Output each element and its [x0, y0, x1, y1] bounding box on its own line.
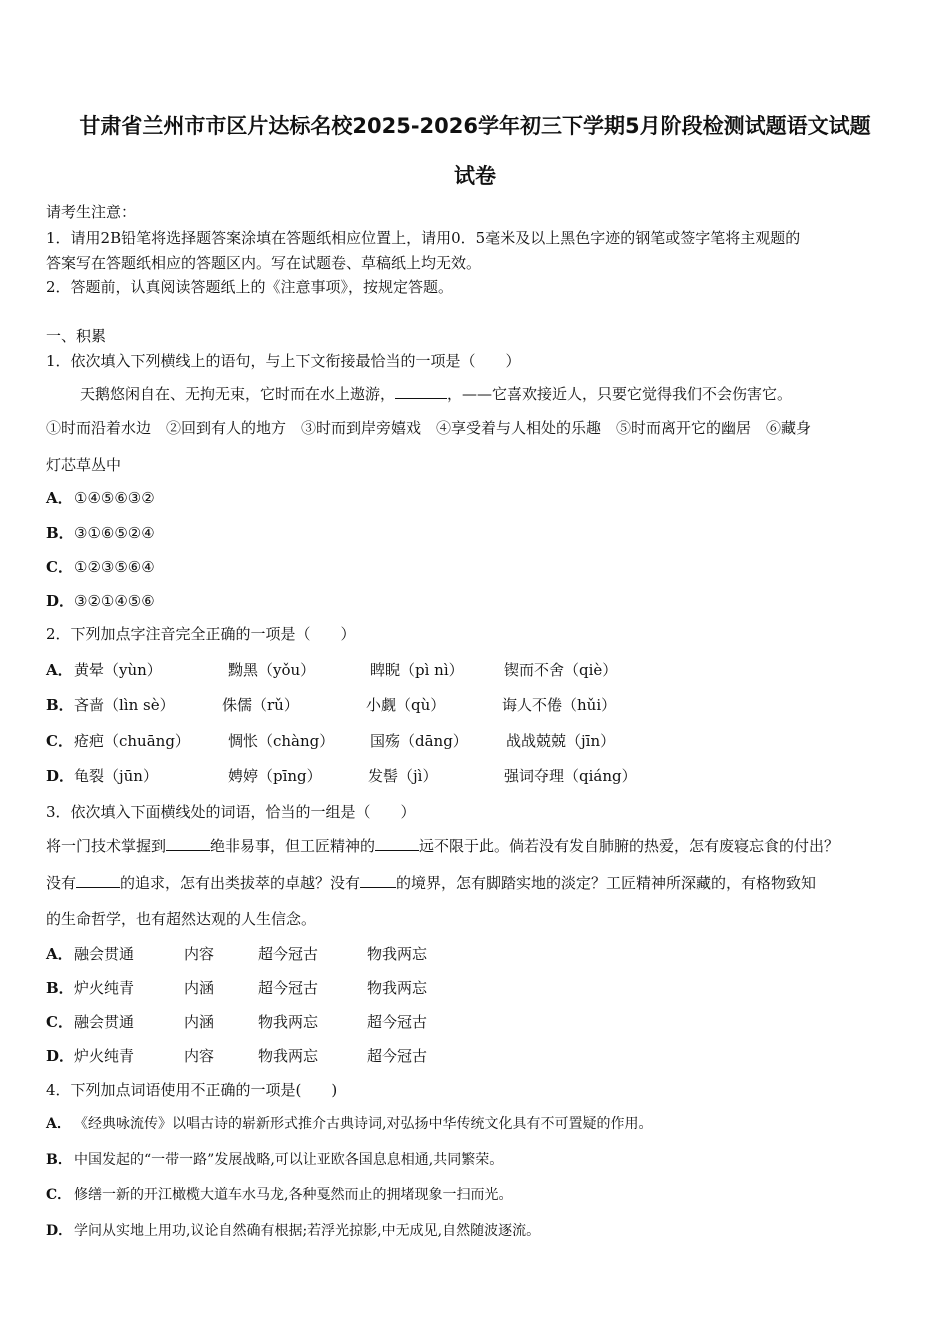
option-cell-4: 锲而不舍（qiè） [504, 661, 618, 679]
q3-blank-2 [375, 836, 419, 851]
option-letter: D． [46, 1047, 75, 1065]
document-title-line2: 试卷 [454, 164, 496, 188]
option-letter: A． [46, 945, 73, 963]
option-text: ③①⑥⑤②④ [74, 524, 155, 542]
option-cell-3: 睥睨（pì nì） [370, 661, 464, 679]
option-letter: C． [46, 1013, 73, 1031]
option-cell-1: 吝啬（lìn sè） [74, 696, 175, 714]
option-cell-4: 物我两忘 [367, 945, 428, 963]
option-cell-4: 强词夺理（qiáng） [504, 767, 637, 785]
option-text: 中国发起的“一带一路”发展战略,可以让亚欧各国息息相通,共同繁荣。 [74, 1152, 504, 1168]
option-cell-2: 内涵 [184, 979, 215, 997]
option-cell-4: 物我两忘 [367, 979, 428, 997]
q1-option-b [46, 523, 155, 543]
option-letter: D． [46, 1223, 73, 1239]
section-heading: 一、积累 [46, 327, 107, 345]
option-cell-1: 黄晕（yùn） [74, 661, 162, 679]
option-text: 修缮一新的开江橄榄大道车水马龙,各种戛然而止的拥堵现象一扫而光。 [74, 1187, 513, 1203]
option-text: ①④⑤⑥③② [74, 489, 155, 507]
option-cell-2: 内涵 [184, 1013, 215, 1031]
q1-option-d [46, 591, 155, 611]
q2-stem: 2．下列加点字注音完全正确的一项是（ ） [46, 625, 356, 643]
notice-item-1b: 答案写在答题纸相应的答题区内。写在试题卷、草稿纸上均无效。 [46, 254, 482, 272]
option-letter: B． [46, 524, 74, 542]
q1-option-a [46, 488, 155, 508]
option-cell-4: 诲人不倦（hǔi） [502, 696, 617, 714]
option-cell-4: 超今冠古 [367, 1013, 428, 1031]
q1-blank [395, 384, 447, 399]
q4-stem: 4．下列加点词语使用不正确的一项是( ) [46, 1081, 338, 1099]
option-cell-1: 融会贯通 [74, 945, 135, 963]
option-cell-3: 超今冠古 [258, 945, 319, 963]
q1-passage [80, 384, 792, 404]
option-letter: D． [46, 767, 75, 785]
q3-passage-line1 [46, 836, 839, 856]
option-letter: B． [46, 979, 74, 997]
option-cell-4: 超今冠古 [367, 1047, 428, 1065]
option-cell-1: 融会贯通 [74, 1013, 135, 1031]
notice-item-2: 2．答题前，认真阅读答题纸上的《注意事项》，按规定答题。 [46, 278, 454, 296]
q3-blank-3 [76, 873, 120, 888]
option-letter: A． [46, 1116, 71, 1132]
option-letter: C． [46, 732, 73, 750]
option-cell-2: 内容 [184, 1047, 215, 1065]
q3-passage-line3: 的生命哲学，也有超然达观的人生信念。 [46, 910, 317, 928]
q1-passage-part-b: ，——它喜欢接近人，只要它觉得我们不会伤害它。 [447, 385, 793, 403]
option-cell-3: 物我两忘 [258, 1013, 319, 1031]
option-cell-2: 侏儒（rǔ） [222, 696, 299, 714]
q3-text: 没有 [46, 874, 77, 892]
option-cell-3: 小觑（qù） [366, 696, 446, 714]
q1-stem: 1．依次填入下列横线上的语句，与上下文衔接最恰当的一项是（ ） [46, 352, 521, 370]
option-cell-1: 炉火纯青 [74, 1047, 135, 1065]
option-cell-2: 惆怅（chàng） [228, 732, 335, 750]
q3-stem: 3．依次填入下面横线处的词语，恰当的一组是（ ） [46, 803, 416, 821]
q1-items-cont: 灯芯草丛中 [46, 456, 122, 474]
q4-option-d [46, 1221, 540, 1241]
option-cell-2: 内容 [184, 945, 215, 963]
q4-option-a [46, 1114, 652, 1134]
q3-text: 的境界，怎有脚踏实地的淡定？工匠精神所深藏的，有格物致知 [396, 874, 817, 892]
option-letter: B． [46, 1152, 72, 1168]
q3-text: 远不限于此。倘若没有发自肺腑的热爱，怎有废寝忘食的付出？ [419, 837, 840, 855]
q3-passage-line2 [46, 873, 816, 893]
q3-blank-4 [360, 873, 396, 888]
option-cell-2: 娉婷（pīng） [228, 767, 322, 785]
option-cell-4: 战战兢兢（jīn） [506, 732, 616, 750]
document-title-line1: 甘肃省兰州市市区片达标名校2025-2026学年初三下学期5月阶段检测试题语文试题 [79, 114, 871, 138]
option-letter: C． [46, 1187, 72, 1203]
option-letter: A． [46, 661, 73, 679]
q3-text: 的追求，怎有出类拔萃的卓越？没有 [120, 874, 361, 892]
option-letter: A． [46, 489, 73, 507]
option-cell-3: 物我两忘 [258, 1047, 319, 1065]
q1-option-c [46, 557, 155, 577]
q4-option-b [46, 1150, 503, 1170]
q4-option-c [46, 1185, 512, 1205]
option-cell-3: 超今冠古 [258, 979, 319, 997]
q3-text: 将一门技术掌握到 [46, 837, 167, 855]
q3-blank-1 [166, 836, 210, 851]
option-letter: B． [46, 696, 74, 714]
q1-items: ①时而沿着水边 ②回到有人的地方 ③时而到岸旁嬉戏 ④享受着与人相处的乐趣 ⑤时而离开它的幽居 ⑥藏身 [46, 419, 812, 437]
option-letter: C． [46, 558, 73, 576]
option-cell-3: 国殇（dāng） [370, 732, 468, 750]
q1-passage-part-a: 天鹅悠闲自在、无拘无束，它时而在水上遨游， [80, 385, 396, 403]
option-cell-3: 发髻（jì） [368, 767, 438, 785]
option-text: ③②①④⑤⑥ [74, 592, 155, 610]
option-text: 学问从实地上用功,议论自然确有根据;若浮光掠影,中无成见,自然随波逐流。 [74, 1223, 541, 1239]
option-cell-1: 疮疤（chuāng） [74, 732, 190, 750]
option-letter: D． [46, 592, 75, 610]
option-cell-2: 黝黑（yǒu） [228, 661, 316, 679]
notice-heading: 请考生注意： [46, 203, 137, 221]
notice-item-1a: 1．请用2B铅笔将选择题答案涂填在答题纸相应位置上，请用0．5毫米及以上黑色字迹的钢笔或签字笔将主观题的 [46, 229, 801, 247]
option-cell-1: 龟裂（jūn） [74, 767, 158, 785]
q3-text: 绝非易事，但工匠精神的 [210, 837, 376, 855]
option-cell-1: 炉火纯青 [74, 979, 135, 997]
option-text: 《经典咏流传》以唱古诗的崭新形式推介古典诗词,对弘扬中华传统文化具有不可置疑的作用。 [74, 1116, 653, 1132]
option-text: ①②③⑤⑥④ [74, 558, 155, 576]
